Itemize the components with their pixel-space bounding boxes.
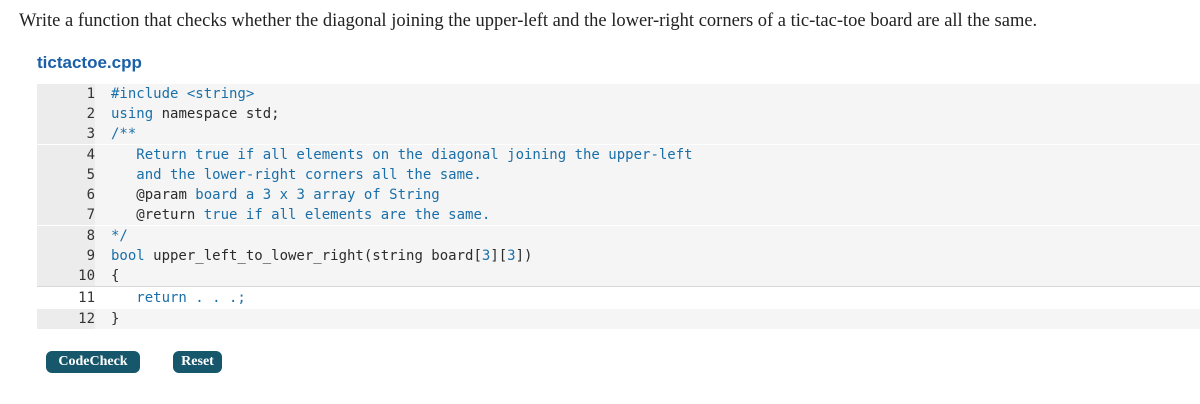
code-text	[111, 104, 280, 124]
code-token: ][	[490, 248, 508, 264]
code-text	[111, 246, 532, 266]
code-text	[111, 226, 128, 246]
code-text	[111, 205, 490, 225]
line-number: 10	[37, 266, 95, 286]
line-number: 5	[37, 165, 95, 185]
code-line	[37, 309, 1200, 329]
code-token: true if all elements are the same.	[195, 207, 491, 223]
line-number: 9	[37, 246, 95, 266]
code-line	[37, 205, 1200, 225]
code-line	[37, 266, 1200, 286]
code-text	[111, 145, 693, 165]
code-token: */	[111, 228, 128, 244]
code-editor	[37, 84, 1200, 334]
code-token: /**	[111, 126, 137, 142]
code-token: namespace std;	[153, 106, 280, 122]
code-token: upper_left_to_lower_right(string board[	[144, 248, 482, 264]
line-number: 8	[37, 226, 95, 246]
editable-code-line[interactable]	[37, 287, 1200, 309]
code-token: using	[111, 106, 154, 122]
line-number: 1	[37, 84, 95, 104]
code-token	[111, 207, 136, 223]
code-token: {	[111, 268, 120, 284]
code-token: #include <string>	[111, 86, 255, 102]
code-token: @return	[136, 207, 196, 223]
code-token: ])	[515, 248, 533, 264]
code-line	[37, 124, 1200, 144]
code-token: Return true if all elements on the diagonal joining the upper-left	[111, 147, 693, 163]
code-line	[37, 246, 1200, 266]
code-text	[111, 185, 440, 205]
line-number: 6	[37, 185, 95, 205]
code-line	[37, 226, 1200, 246]
codecheck-button[interactable]: CodeCheck	[46, 351, 140, 373]
line-number: 11	[37, 287, 95, 309]
line-number: 3	[37, 124, 95, 144]
code-token	[111, 187, 136, 203]
line-number: 12	[37, 309, 95, 329]
code-text	[111, 165, 482, 185]
code-line	[37, 165, 1200, 185]
code-text	[111, 84, 254, 104]
code-token: return . . .;	[111, 290, 246, 306]
code-text	[111, 124, 136, 144]
code-line	[37, 84, 1200, 104]
code-text	[111, 266, 119, 286]
line-number: 2	[37, 104, 95, 124]
editable-region-border	[37, 286, 1200, 287]
code-token: @param	[136, 187, 187, 203]
code-token: }	[111, 311, 120, 327]
line-number: 4	[37, 145, 95, 165]
code-line	[37, 145, 1200, 165]
code-token: 3	[507, 248, 516, 264]
code-token: 3	[481, 248, 491, 264]
code-token: board a 3 x 3 array of String	[186, 187, 440, 203]
code-text	[111, 309, 119, 329]
reset-button[interactable]: Reset	[173, 351, 222, 373]
code-text[interactable]	[111, 287, 246, 309]
code-token: bool	[111, 248, 145, 264]
line-number: 7	[37, 205, 95, 225]
problem-prompt: Write a function that checks whether the diagonal joining the upper-left and the lower-right corners of a tic-tac-toe board are all the same.	[19, 11, 1038, 31]
code-line	[37, 185, 1200, 205]
file-name: tictactoe.cpp	[37, 53, 142, 72]
code-line	[37, 104, 1200, 124]
code-token: and the lower-right corners all the same.	[111, 167, 482, 183]
